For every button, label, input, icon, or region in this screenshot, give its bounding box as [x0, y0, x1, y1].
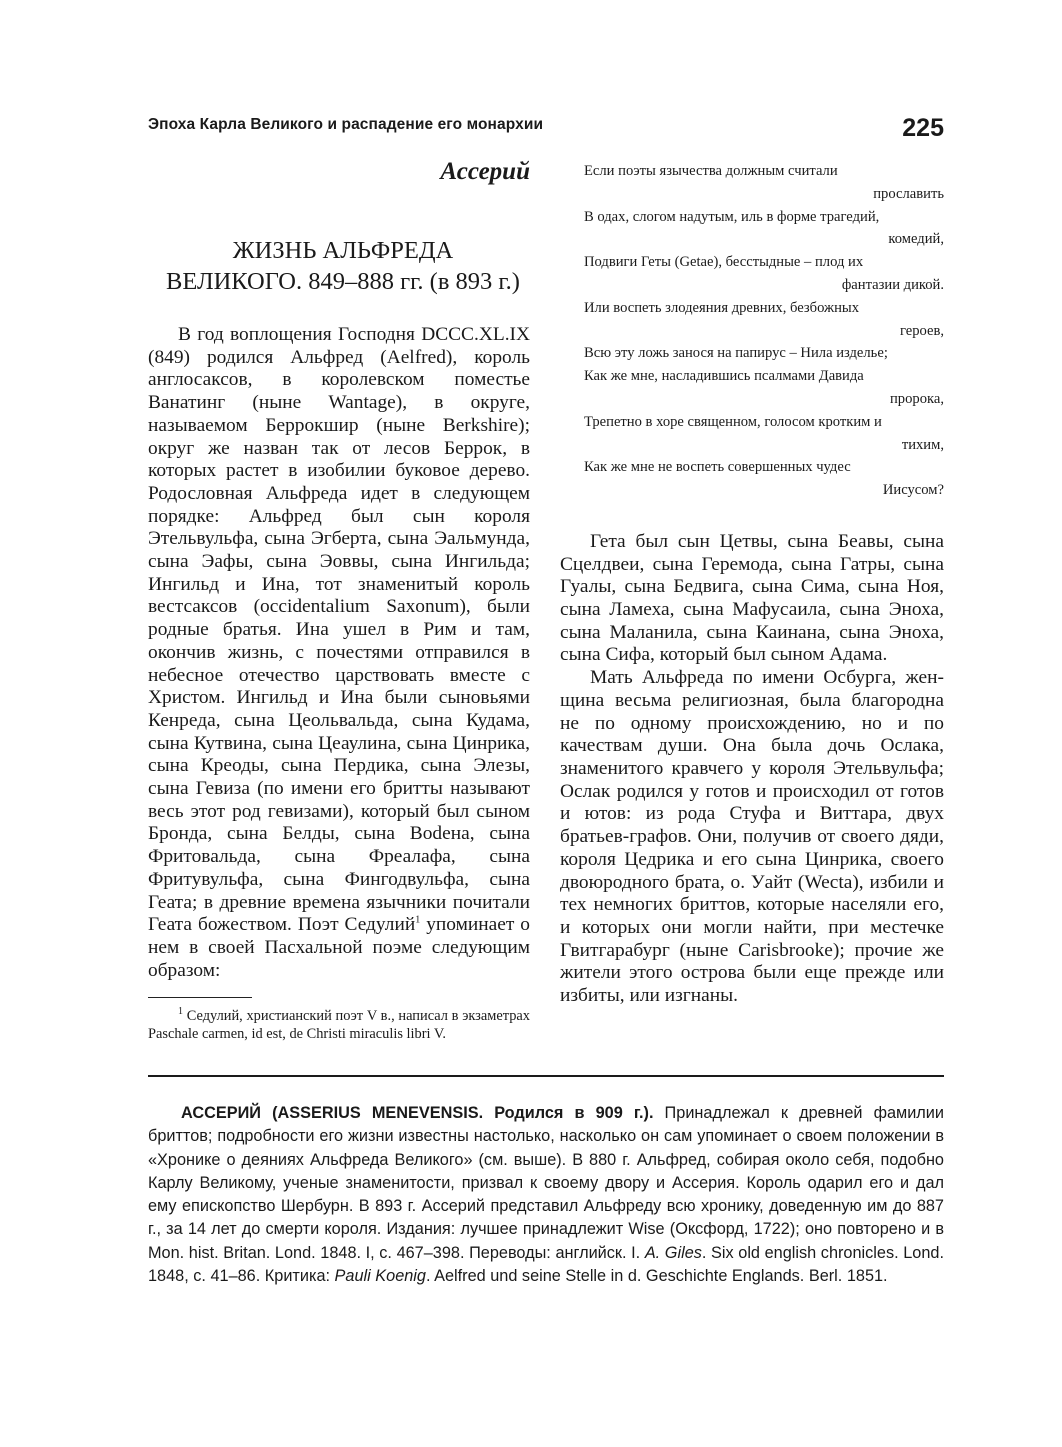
poem-runover: прославить: [873, 185, 944, 202]
article-title: [148, 235, 530, 297]
poem-line: Трепетно в хоре священном, голосом кротким и: [584, 413, 882, 430]
footnote-number: 1: [178, 1006, 183, 1018]
paragraph-osburga: Мать Альфреда по имени Осбурга, женщина весьма религиозная, была благородна не по одному происхождению, но и по качествам души. Она была дочь Ослака, знаменитого кравчего у короля Этельвульфа; Ослак родился у готов и происходил от готов и ютов: из рода Стуфа и Виттара, двух братьев-графов. Они, получив от своего дяди, короля Цедрика и его сына Цинрика, своего двоюродного брата, о. Уайт (Wecta), избили и тех немногих бриттов, которые населяли его, и которых они могли найти, при местечке Гвитгарабург (ныне Carisbrooke); прочие же жители этого острова были еще прежде или избиты, или изгнаны.: [560, 667, 944, 1007]
poem-line: Всю эту ложь занося на папирус – Нила изделье;: [584, 345, 888, 362]
paragraph-text: В год воплощения Господня DCCC.XL.IX (849) родился Альфред (Aelfred), король англосаксов, в королевском поместье Ванатинг (ныне Wantage), в округе, называемом Беррокшир (ныне Berkshire); округ же назван так от лесов Беррок, в которых растет в изобилии буковое дерево. Родословная Альфреда идет в следующем порядке: Альфред был сын короля Этельвульфа, сына Эгберта, сына Эальмунда, сына Эафы, сына Эоввы, сына Ингильда; Ингильд и Ина, тот знаменитый король вестсаксов (occidentalium Saxonum), были родные братья. Ина ушел в Рим и там, окончив жизнь, с почестями отправился в небесное отечество царствовать вместе с Христом. Ингильд и Ина были сыновьями Кенреда, сына Цеольвальда, сына Кудама, сына Кутвина, сына Цеаулина, сына Цинрика, сына Креоды, сына Пердика, сына Элезы, сына Гевиза (по имени его бритты называют весь этот род гевизами), который был сыном Бронда, сына Белды, сына Воdена, сына Фритовальда, сына Фреалафа, сына Фритувульфа, сына Фингодвульфа, сына Геата; в древние времена язычники почитали Геата божеством. Поэт Седулий: [148, 324, 530, 936]
biography-lead: АССЕРИЙ (ASSERIUS MENEVENSIS. Родился в 909 г.).: [181, 1104, 654, 1122]
paragraph-text-tail: упоминает о нем в своей Пасхальной поэме следующим образом:: [148, 914, 530, 981]
title-line-1: ЖИЗНЬ АЛЬФРЕДА: [232, 237, 454, 264]
title-line-2: ВЕЛИКОГО. 849–888 гг. (в 893 г.): [166, 268, 520, 295]
poem-line: Как же мне не воспеть совершенных чудес: [584, 459, 851, 476]
poem-runover: пророка,: [890, 390, 944, 407]
running-head: Эпоха Карла Великого и распадение его монархии: [148, 116, 544, 133]
poem-line: Или воспеть злодеяния древних, безбожных: [584, 299, 860, 316]
poem-runover: фантазии дикой.: [841, 276, 944, 293]
poem-runover: Иисусом?: [882, 482, 944, 499]
right-body-text: [560, 531, 944, 1008]
poem-line: Если поэты язычества должным считали: [584, 163, 838, 179]
right-column: [560, 160, 944, 1008]
footnote-text: Седулий, христианский поэт V в., написал в экзаметрах Paschale carmen, id est, de Christi miraculis libri V.: [148, 1008, 530, 1043]
footnote-body: [148, 1008, 530, 1042]
poem-runover: тихим,: [901, 436, 944, 453]
biography-text-2: . Six old english chronicles. Lond. 1848, с. 41–86. Критика:: [148, 1243, 944, 1286]
left-column: [148, 156, 530, 1043]
page-number: 225: [902, 114, 944, 142]
footnote: [148, 1007, 530, 1043]
poem-line: Подвиги Геты (Getae), бесстыдные – плод их: [584, 254, 864, 271]
footnote-reference: 1: [415, 914, 421, 926]
paragraph-geta: Гета был сын Цетвы, сына Беавы, сына Сцелдвеи, сына Геремода, сына Гатры, сына Гуалы, сына Бедвига, сына Сима, сына Ноя, сына Ламеха, сына Мафусаила, сына Эноха, сына Маланила, сына Каинана, сына Эноха, сына Сифа, который был сыном Адама.: [560, 530, 944, 666]
biography-text-1: Принадлежал к древней фамилии бриттов; подробности его жизни известны настолько, насколько он сам упоминает о своем положении в «Хронике о деяниях Альфреда Великого» (см. выше). В 880 г. Альфред, собирая около себя, подобно Карлу Великому, ученые знаменитости, призвал к своему двору и Ассерия. Король одарил его и дал ему епископство Шербурн. В 893 г. Ассерий представил Альфреду всю хронику, доведенную им до 887 г., за 14 лет до смерти короля. Издания: лучшее принадлежит Wise (Оксфорд, 1722); оно повторено и в Mon. hist. Britan. Lond. 1848. I, с. 467–398. Переводы: английск. I.: [148, 1104, 944, 1262]
poem-runover: героев,: [899, 322, 944, 339]
footnote-rule: [148, 997, 252, 998]
poem-line: В одах, слогом надутым, иль в форме трагедий,: [584, 208, 880, 225]
paragraph-genealogy: [148, 324, 530, 982]
biography-paragraph: [148, 1102, 944, 1288]
section-divider: [148, 1075, 944, 1077]
translator-name: A. Giles: [644, 1243, 702, 1262]
author-name: Ассерий: [440, 158, 530, 185]
poem: [560, 160, 944, 502]
biography-text-3: . Aelfred und seine Stelle in d. Geschichte Englands. Berl. 1851.: [425, 1267, 888, 1286]
author-biography: [148, 1102, 944, 1288]
left-body-text: [148, 324, 530, 982]
poem-runover: комедий,: [888, 231, 944, 248]
critic-name: Pauli Koenig: [334, 1267, 426, 1286]
poem-line: Как же мне, насладившись псалмами Давида: [584, 368, 864, 385]
